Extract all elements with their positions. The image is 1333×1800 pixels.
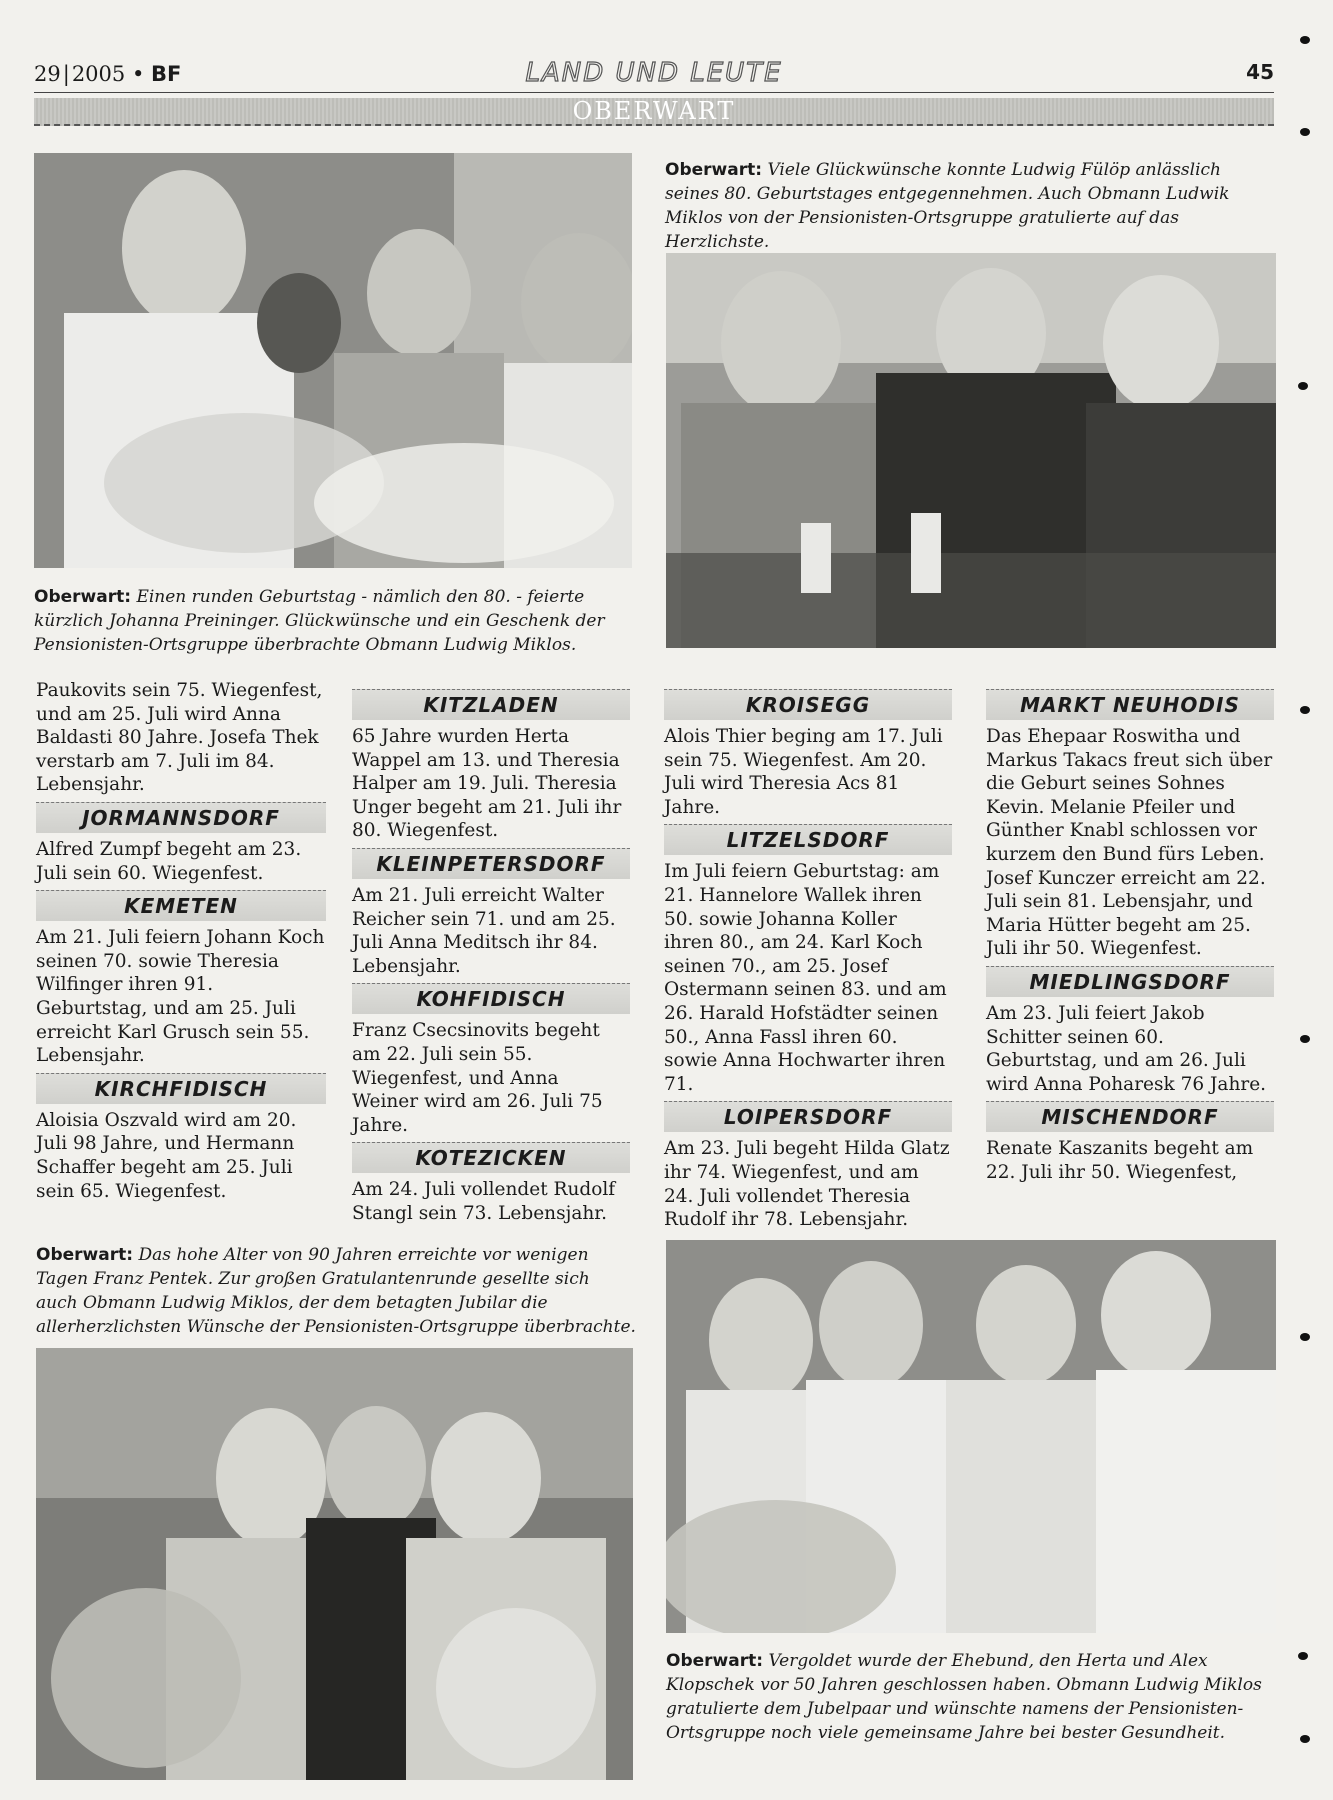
- heading-kleinpetersdorf: KLEINPETERSDORF: [352, 848, 630, 879]
- scan-mark: [1300, 1333, 1310, 1341]
- scan-mark: [1300, 706, 1310, 714]
- heading-kemeten: KEMETEN: [36, 890, 326, 921]
- photo-fuelop: [666, 253, 1276, 648]
- publication-name: BF: [151, 62, 182, 86]
- scan-mark: [1298, 382, 1308, 390]
- caption-pentek: [36, 1243, 636, 1339]
- caption-klopschek: [666, 1649, 1276, 1745]
- caption-fuelop: [665, 158, 1275, 254]
- page-header: [34, 58, 1274, 88]
- scan-mark: [1298, 1652, 1308, 1660]
- heading-kotezicken: KOTEZICKEN: [352, 1142, 630, 1173]
- heading-kroisegg: KROISEGG: [664, 689, 952, 720]
- scan-mark: [1300, 1035, 1310, 1043]
- caption-text: Viele Glückwünsche konnte Ludwig Fülöp anlässlich seines 80. Geburtstages entgegennehmen. Auch Obmann Ludwik Miklos von der Pensionisten-Ortsgruppe gratulierte auf das Herzlichste.: [665, 160, 1230, 252]
- caption-text: Das hohe Alter von 90 Jahren erreichte vor wenigen Tagen Franz Pentek. Zur großen Gratulantenrunde gesellte sich auch Obmann Ludwig Miklos, der dem betagten Jubilar die allerherzlichsten Wünsche der Pensionisten-Ortsgruppe überbrachte.: [36, 1245, 636, 1337]
- text-jormannsdorf: Alfred Zumpf begeht am 23. Juli sein 60. Wiegenfest.: [36, 838, 302, 884]
- heading-loipersdorf: LOIPERSDORF: [664, 1101, 952, 1132]
- text-kirchfidisch: Aloisia Oszvald wird am 20. Juli 98 Jahre, und Hermann Schaffer begeht am 25. Juli sein 65. Wiegenfest.: [36, 1109, 297, 1202]
- scan-mark: [1300, 36, 1310, 44]
- col1-intro: Paukovits sein 75. Wiegenfest, und am 25. Juli wird Anna Baldasti 80 Jahre. Josefa Thek verstarb am 7. Juli im 84. Lebensjahr.: [36, 680, 323, 796]
- text-miedlingsdorf: Am 23. Juli feiert Jakob Schitter seinen 60. Geburtstag, und am 26. Juli wird Anna Poharesk 76 Jahre.: [986, 1002, 1267, 1095]
- heading-kitzladen: KITZLADEN: [352, 689, 630, 720]
- issue-number: 29: [34, 62, 61, 86]
- heading-mischendorf: MISCHENDORF: [986, 1101, 1274, 1132]
- text-kohfidisch: Franz Csecsinovits begeht am 22. Juli sein 55. Wiegenfest, und Anna Weiner wird am 26. Juli 75 Jahre.: [352, 1020, 603, 1136]
- text-kemeten: Am 21. Juli feiern Johann Koch seinen 70. sowie Theresia Wilfinger ihren 91. Geburtstag, und am 25. Juli erreicht Karl Grusch sein 55. Lebensjahr.: [36, 927, 325, 1067]
- caption-label: Oberwart:: [665, 160, 763, 180]
- text-mischendorf: Renate Kaszanits begeht am 22. Juli ihr 50. Wiegenfest,: [986, 1138, 1254, 1183]
- column-2: [352, 689, 630, 1226]
- header-rule: [34, 92, 1274, 93]
- column-1: [36, 679, 326, 1203]
- region-banner: [34, 98, 1274, 126]
- heading-litzelsdorf: LITZELSDORF: [664, 824, 952, 855]
- heading-jormannsdorf: JORMANNSDORF: [36, 802, 326, 833]
- region-title: OBERWART: [572, 97, 736, 125]
- bullet: •: [131, 62, 145, 86]
- caption-label: Oberwart:: [34, 587, 132, 607]
- issue-year: 2005: [71, 62, 126, 86]
- heading-markt-neuhodis: MARKT NEUHODIS: [986, 689, 1274, 720]
- text-kotezicken: Am 24. Juli vollendet Rudolf Stangl sein 73. Lebensjahr.: [352, 1179, 616, 1224]
- column-3: [664, 689, 952, 1232]
- text-kitzladen: 65 Jahre wurden Herta Wappel am 13. und Theresia Halper am 19. Juli. Theresia Unger begeht am 21. Juli ihr 80. Wiegenfest.: [352, 726, 622, 842]
- photo-preininger: [34, 153, 632, 568]
- page-number: 45: [1246, 60, 1274, 84]
- caption-text: Vergoldet wurde der Ehebund, den Herta und Alex Klopschek vor 50 Jahren geschlossen haben. Obmann Ludwig Miklos gratulierte dem Jubelpaar und wünschte namens der Pensionisten-Ortsgruppe noch viele gemeinsame Jahre bei bester Gesundheit.: [666, 1651, 1262, 1743]
- column-4: [986, 689, 1274, 1185]
- issue-info: 29|2005 • BF: [34, 62, 182, 86]
- photo-klopschek: [666, 1240, 1276, 1633]
- caption-text: Einen runden Geburtstag - nämlich den 80. - feierte kürzlich Johanna Preininger. Glückwünsche und ein Geschenk der Pensionisten-Ortsgruppe überbrachte Obmann Ludwig Miklos.: [34, 587, 605, 655]
- caption-label: Oberwart:: [666, 1651, 764, 1671]
- scan-mark: [1300, 1735, 1310, 1743]
- caption-preininger: [34, 585, 634, 657]
- caption-label: Oberwart:: [36, 1245, 134, 1265]
- text-kleinpetersdorf: Am 21. Juli erreicht Walter Reicher sein 71. und am 25. Juli Anna Meditsch ihr 84. Lebensjahr.: [352, 884, 616, 977]
- heading-kirchfidisch: KIRCHFIDISCH: [36, 1073, 326, 1104]
- text-markt-neuhodis: Das Ehepaar Roswitha und Markus Takacs freut sich über die Geburt seines Sohnes Kevin. Melanie Pfeiler und Günther Knabl schlossen vor kurzem den Bund fürs Leben. Josef Kunczer erreicht am 22. Juli sein 81. Lebensjahr, und Maria Hütter begeht am 25. Juli ihr 50. Wiegenfest.: [986, 726, 1273, 960]
- heading-miedlingsdorf: MIEDLINGSDORF: [986, 966, 1274, 997]
- heading-kohfidisch: KOHFIDISCH: [352, 983, 630, 1014]
- photo-pentek: [36, 1348, 633, 1780]
- scan-mark: [1300, 128, 1310, 136]
- section-title: LAND UND LEUTE: [525, 58, 783, 88]
- text-loipersdorf: Am 23. Juli begeht Hilda Glatz ihr 74. Wiegenfest, und am 24. Juli vollendet Theresia Rudolf ihr 78. Lebensjahr.: [664, 1138, 950, 1231]
- text-litzelsdorf: Im Juli feiern Geburtstag: am 21. Hannelore Wallek ihren 50. sowie Johanna Koller ihren 80., am 24. Karl Koch seinen 70., am 25. Josef Ostermann seinen 83. und am 26. Harald Hofstädter seinen 50., Anna Fassl ihren 60. sowie Anna Hochwarter ihren 71.: [664, 861, 947, 1095]
- text-kroisegg: Alois Thier beging am 17. Juli sein 75. Wiegenfest. Am 20. Juli wird Theresia Acs 81 Jahre.: [664, 726, 943, 818]
